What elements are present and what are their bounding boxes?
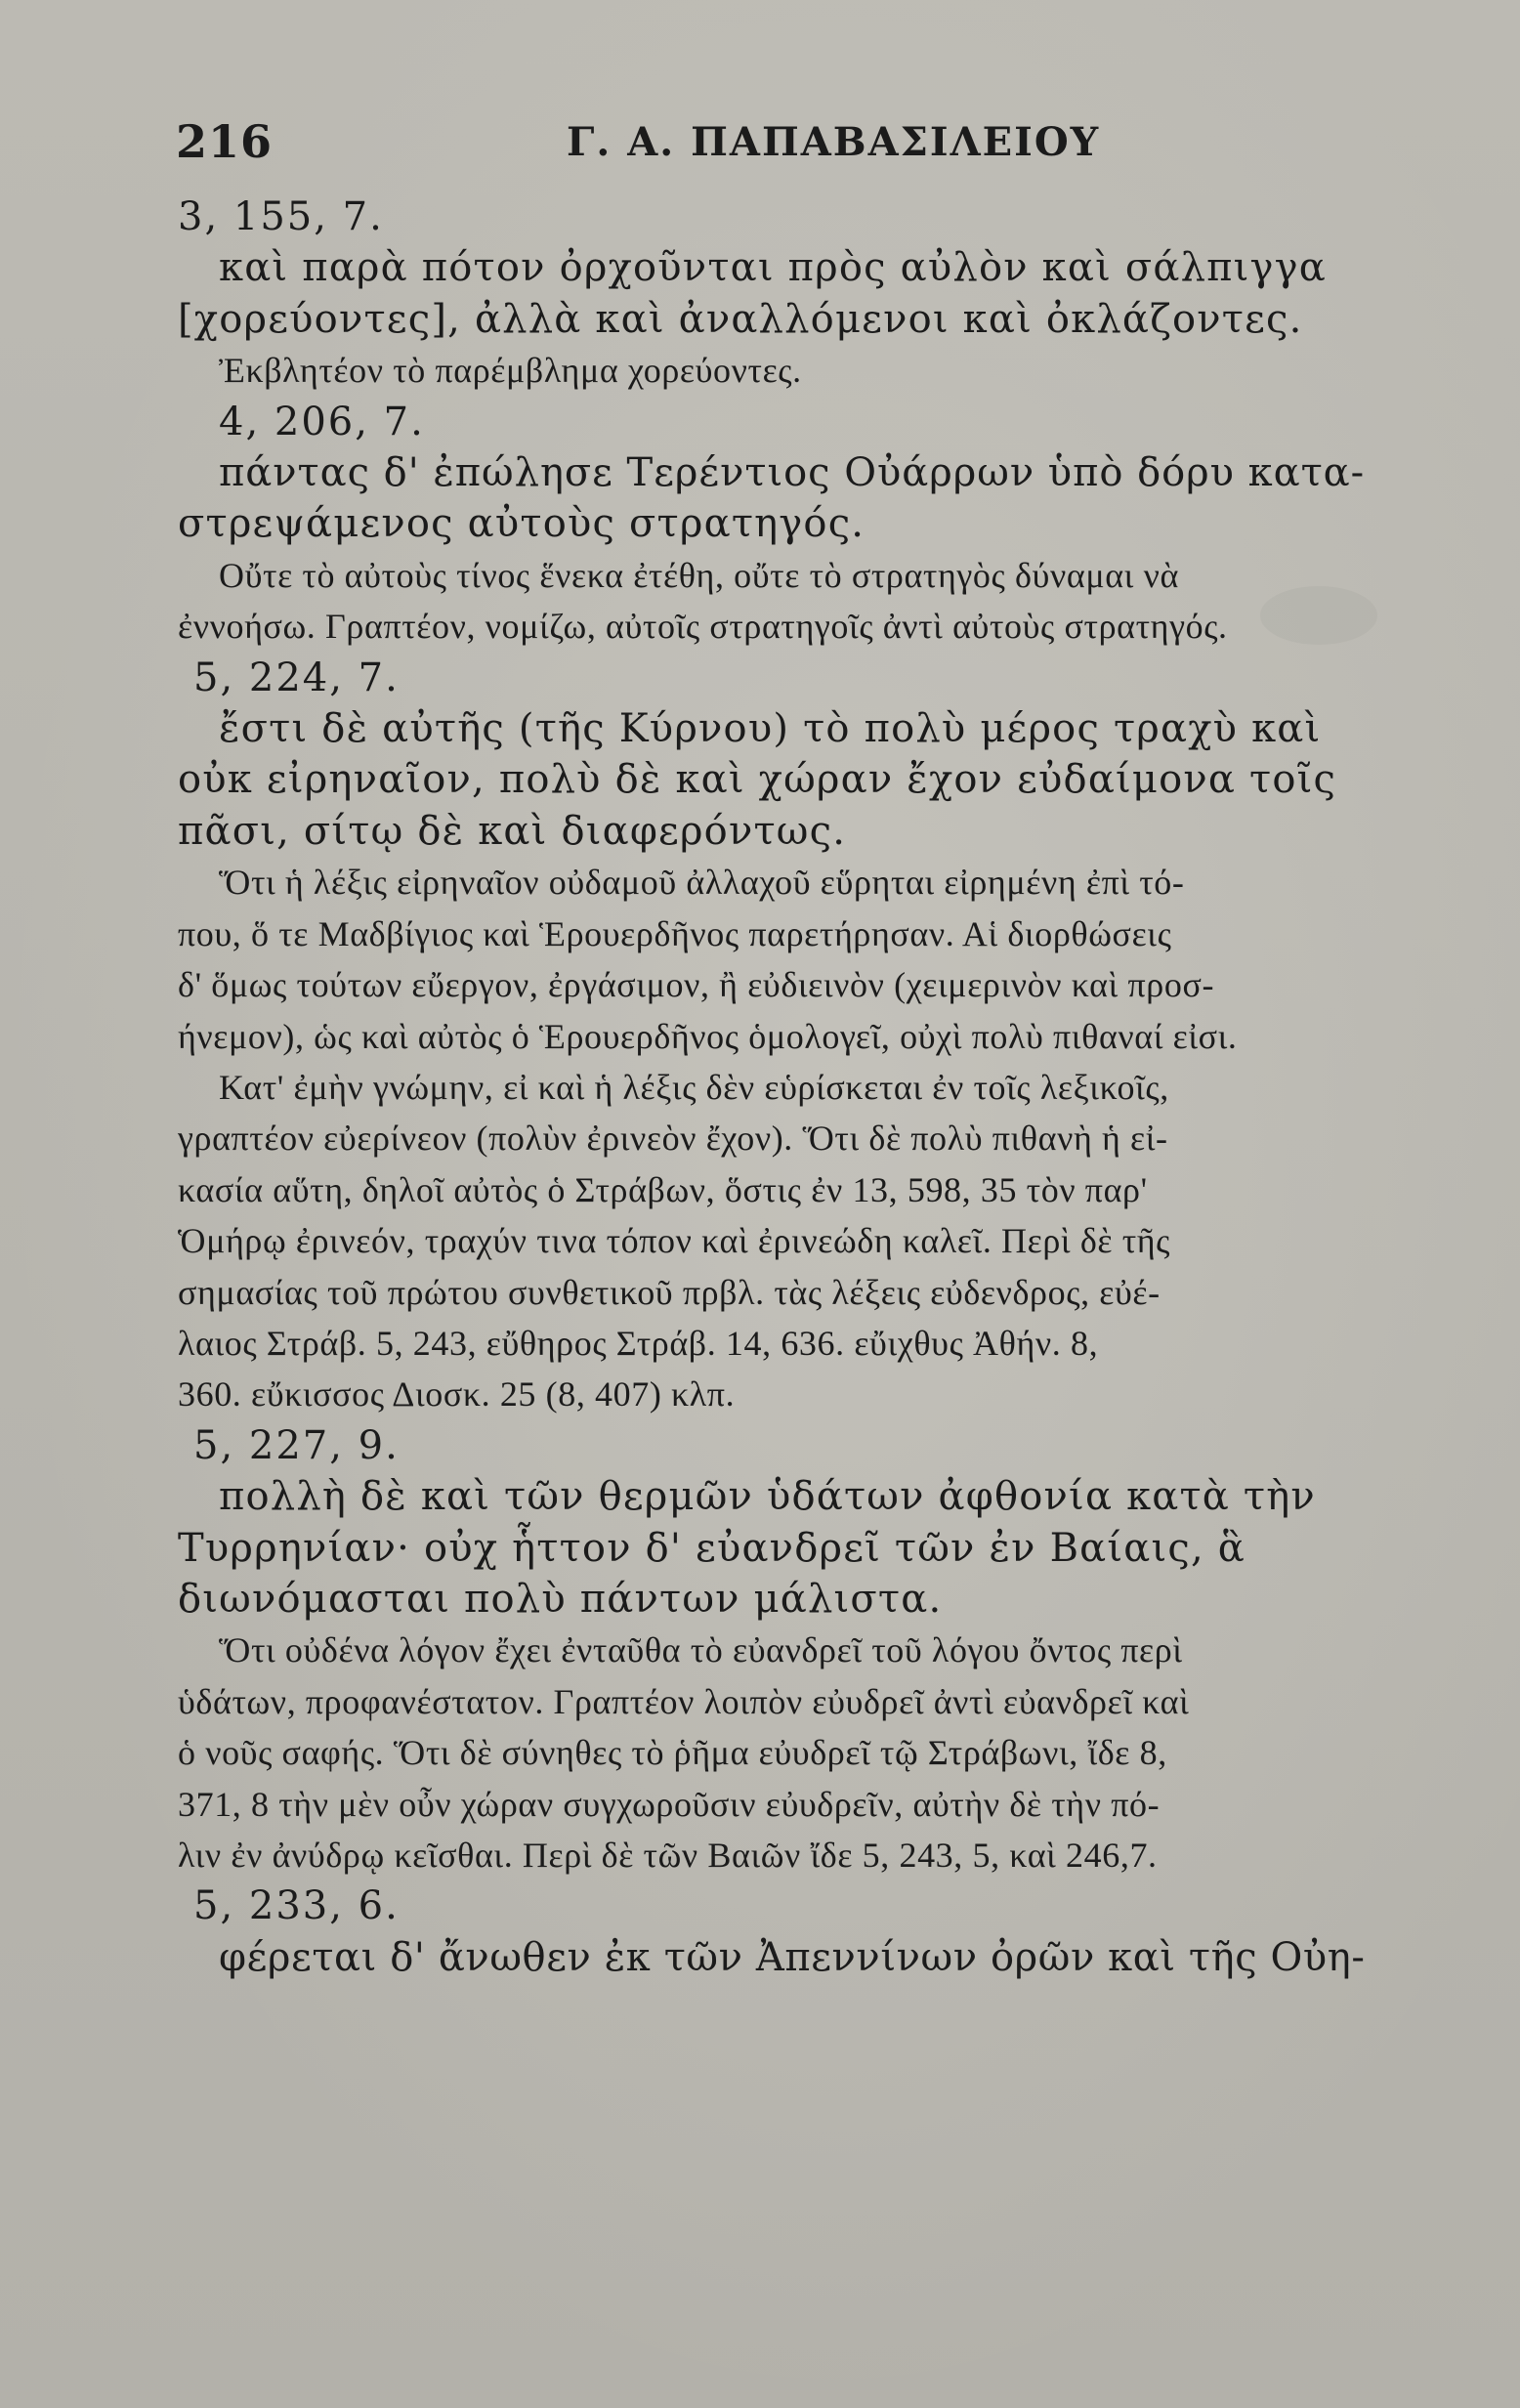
page-number: 216: [176, 115, 274, 168]
quotation-line: φέρεται δ' ἄνωθεν ἐκ τῶν Ἀπεννίνων ὀρῶν καὶ τῆς Οὐη-: [219, 1934, 1366, 1980]
commentary-line: που, ὅ τε Μαδβίγιος καὶ Ἑρουερδῆνος παρετήρησαν. Αἱ διορθώσεις: [178, 913, 1172, 953]
reference-line: 5, 227, 9.: [193, 1422, 400, 1468]
commentary-line: Ὁμήρῳ ἐρινεόν, τραχύν τινα τόπον καὶ ἐρινεώδη καλεῖ. Περὶ δὲ τῆς: [178, 1221, 1171, 1261]
commentary-line: ὁ νοῦς σαφής. Ὅτι δὲ σύνηθες τὸ ῥῆμα εὐυδρεῖ τῷ Στράβωνι, ἴδε 8,: [178, 1733, 1167, 1773]
body-text: [178, 191, 1368, 1983]
quotation-line: πολλὴ δὲ καὶ τῶν θερμῶν ὑδάτων ἀφθονία κατὰ τὴν: [219, 1474, 1316, 1520]
commentary-line: Ὅτι ἡ λέξις εἰρηναῖον οὐδαμοῦ ἀλλαχοῦ εὕρηται εἰρημένη ἐπὶ τό-: [219, 863, 1185, 903]
quotation-line: καὶ παρὰ πότον ὀρχοῦνται πρὸς αὐλὸν καὶ σάλπιγγα: [219, 245, 1327, 291]
commentary-line: λαιος Στράβ. 5, 243, εὔθηρος Στράβ. 14, 636. εὔιχθυς Ἀθήν. 8,: [178, 1323, 1099, 1363]
commentary-line: δ' ὅμως τούτων εὔεργον, ἐργάσιμον, ἢ εὐδιεινὸν (χειμερινὸν καὶ προσ-: [178, 965, 1215, 1005]
quotation-line: οὐκ εἰρηναῖον, πολὺ δὲ καὶ χώραν ἔχον εὐδαίμονα τοῖς: [178, 757, 1337, 803]
page-header: [176, 115, 1387, 174]
quotation-line: πᾶσι, σίτῳ δὲ καὶ διαφερόντως.: [178, 808, 847, 854]
reference-line: 5, 224, 7.: [193, 655, 400, 700]
commentary-line: 360. εὔκισσος Διοσκ. 25 (8, 407) κλπ.: [178, 1374, 736, 1415]
commentary-line: λιν ἐν ἀνύδρῳ κεῖσθαι. Περὶ δὲ τῶν Βαιῶν ἴδε 5, 243, 5, καὶ 246,7.: [178, 1836, 1158, 1875]
quotation-line: διωνόμασται πολὺ πάντων μάλιστα.: [178, 1576, 943, 1622]
commentary-line: Ὅτι οὐδένα λόγον ἔχει ἐνταῦθα τὸ εὐανδρεῖ τοῦ λόγου ὄντος περὶ: [219, 1630, 1183, 1670]
commentary-line: 371, 8 τὴν μὲν οὖν χώραν συγχωροῦσιν εὐυδρεῖν, αὐτὴν δὲ τὴν πό-: [178, 1784, 1161, 1824]
quotation-line: ἔστι δὲ αὐτῆς (τῆς Κύρνου) τὸ πολὺ μέρος τραχὺ καὶ: [219, 706, 1322, 752]
quotation-line: [χορεύοντες], ἀλλὰ καὶ ἀναλλόμενοι καὶ ὀκλάζοντες.: [178, 296, 1303, 342]
commentary-line: Ἐκβλητέον τὸ παρέμβλημα χορεύοντες.: [219, 351, 802, 391]
quotation-line: πάντας δ' ἐπώλησε Τερέντιος Οὐάρρων ὑπὸ δόρυ κατα-: [219, 450, 1366, 496]
running-head: Γ. Α. ΠΑΠΑΒΑΣΙΛΕΙΟΥ: [567, 119, 1101, 165]
commentary-line: Οὔτε τὸ αὐτοὺς τίνος ἕνεκα ἐτέθη, οὔτε τὸ στρατηγὸς δύναμαι νὰ: [219, 555, 1179, 595]
commentary-line: κασία αὕτη, δηλοῖ αὐτὸς ὁ Στράβων, ὅστις ἐν 13, 598, 35 τὸν παρ': [178, 1169, 1148, 1209]
quotation-line: στρεψάμενος αὐτοὺς στρατηγός.: [178, 501, 866, 547]
quotation-line: Τυρρηνίαν· οὐχ ἧττον δ' εὐανδρεῖ τῶν ἐν Βαίαις, ἃ: [178, 1525, 1246, 1571]
commentary-line: ήνεμον), ὡς καὶ αὐτὸς ὁ Ἑρουερδῆνος ὁμολογεῖ, οὐχὶ πολὺ πιθαναί εἰσι.: [178, 1016, 1238, 1056]
reference-line: 5, 233, 6.: [193, 1883, 400, 1929]
commentary-line: ἐννοήσω. Γραπτέον, νομίζω, αὐτοῖς στρατηγοῖς ἀντὶ αὐτοὺς στρατηγός.: [178, 607, 1228, 647]
reference-line: 3, 155, 7.: [178, 194, 384, 239]
commentary-line: γραπτέον εὐερίνεον (πολὺν ἐρινεὸν ἔχον). Ὅτι δὲ πολὺ πιθανὴ ἡ εἰ-: [178, 1119, 1168, 1159]
commentary-line: σημασίας τοῦ πρώτου συνθετικοῦ πρβλ. τὰς λέξεις εὐδενδρος, εὐέ-: [178, 1272, 1161, 1312]
commentary-line: ὑδάτων, προφανέστατον. Γραπτέον λοιπὸν εὐυδρεῖ ἀντὶ εὐανδρεῖ καὶ: [178, 1681, 1190, 1721]
commentary-line: Κατ' ἐμὴν γνώμην, εἰ καὶ ἡ λέξις δὲν εὑρίσκεται ἐν τοῖς λεξικοῖς,: [219, 1067, 1169, 1107]
reference-line: 4, 206, 7.: [219, 399, 425, 444]
